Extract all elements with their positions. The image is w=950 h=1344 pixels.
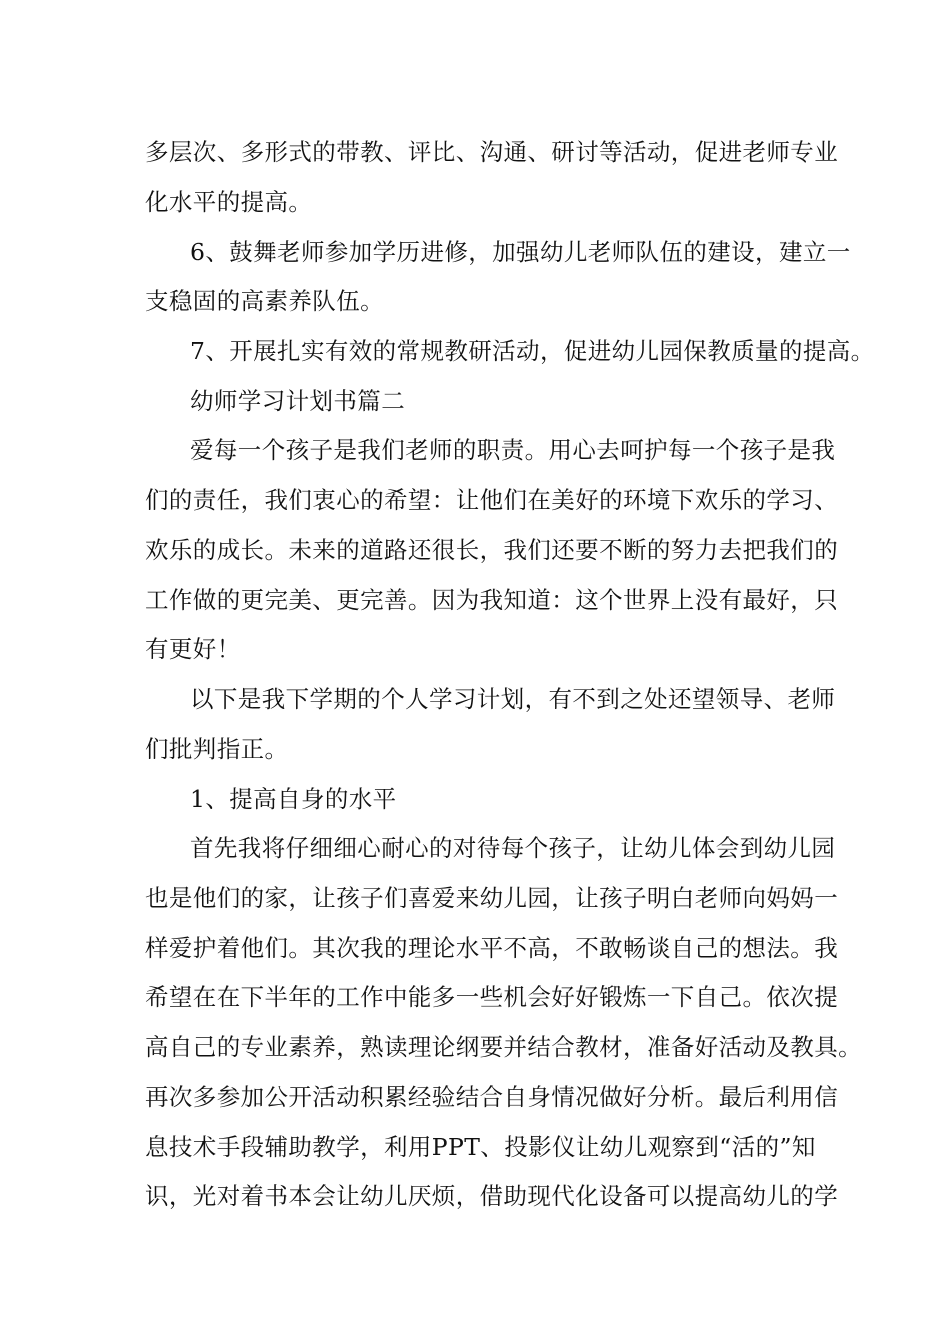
text-line: 也是他们的家，让孩子们喜爱来幼儿园，让孩子明白老师向妈妈一 — [145, 884, 839, 912]
text-line: 工作做的更完美、更完善。因为我知道：这个世界上没有最好，只 — [145, 586, 839, 614]
text-line: 欢乐的成长。未来的道路还很长，我们还要不断的努力去把我们的 — [145, 536, 839, 564]
text-line: 样爱护着他们。其次我的理论水平不高，不敢畅谈自己的想法。我 — [145, 934, 839, 962]
text-line: 有更好！ — [145, 635, 241, 663]
text-line: 7、开展扎实有效的常规教研活动，促进幼儿园保教质量的提高。 — [190, 337, 875, 365]
text-line: 首先我将仔细细心耐心的对待每个孩子，让幼儿体会到幼儿园 — [190, 834, 836, 862]
text-line: 以下是我下学期的个人学习计划，有不到之处还望领导、老师 — [190, 685, 836, 713]
text-line: 多层次、多形式的带教、评比、沟通、研讨等活动，促进老师专业 — [145, 138, 839, 166]
text-line: 识，光对着书本会让幼儿厌烦，借助现代化设备可以提高幼儿的学 — [145, 1182, 839, 1210]
text-line: 们的责任，我们衷心的希望：让他们在美好的环境下欢乐的学习、 — [145, 486, 839, 514]
text-line: 再次多参加公开活动积累经验结合自身情况做好分析。最后利用信 — [145, 1083, 839, 1111]
text-line: 息技术手段辅助教学，利用PPT、投影仪让幼儿观察到“活的”知 — [145, 1133, 816, 1161]
section-heading: 幼师学习计划书篇二 — [190, 387, 406, 415]
text-line: 支稳固的高素养队伍。 — [145, 287, 384, 315]
text-line: 6、鼓舞老师参加学历进修，加强幼儿老师队伍的建设，建立一 — [190, 238, 851, 266]
text-line: 希望在在下半年的工作中能多一些机会好好锻炼一下自己。依次提 — [145, 983, 839, 1011]
subsection-heading: 1、提高自身的水平 — [190, 785, 397, 813]
text-line: 爱每一个孩子是我们老师的职责。用心去呵护每一个孩子是我 — [190, 436, 836, 464]
text-line: 高自己的专业素养，熟读理论纲要并结合教材，准备好活动及教具。 — [145, 1033, 862, 1061]
text-line: 化水平的提高。 — [145, 188, 313, 216]
text-line: 们批判指正。 — [145, 735, 289, 763]
